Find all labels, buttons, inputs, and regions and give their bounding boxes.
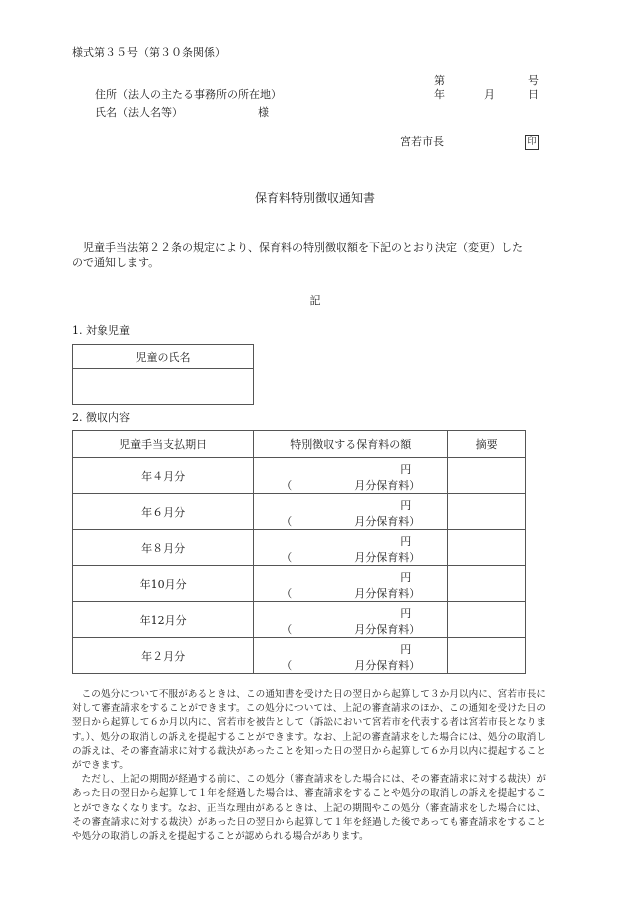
paren-open: （: [281, 515, 293, 528]
yen-label: 円: [400, 643, 412, 656]
header-remarks: 摘要: [448, 431, 526, 458]
go-label: 号: [528, 74, 539, 87]
yen-label: 円: [400, 607, 412, 620]
yen-label: 円: [400, 463, 412, 476]
month-fee-label: 月分保育料）: [354, 551, 421, 564]
amount-cell: [254, 602, 448, 638]
year-label: 年: [434, 88, 445, 101]
remarks-cell: [448, 458, 526, 494]
period-cell: 年６月分: [73, 494, 254, 530]
section1-heading: 1. 対象児童: [72, 324, 130, 337]
appeal-notes: [72, 688, 546, 844]
paren-open: （: [281, 479, 293, 492]
dai-label: 第: [434, 74, 445, 87]
month-fee-label: 月分保育料）: [354, 515, 421, 528]
document-title: 保育料特別徴収通知書: [254, 191, 375, 205]
month-fee-label: 月分保育料）: [354, 479, 421, 492]
name-label: 氏名（法人名等）: [95, 106, 183, 119]
appeal-paragraph-2: ただし、上記の期間が経過する前に、この処分（審査請求をした場合には、その審査請求に対する裁決）があった日の翌日から起算して１年を経過した場合は、審査請求をすることや処分の取消しの訴えを提起することができなくなります。なお、正当な理由があるときは、上記の期間やこの処分（審査請求をした場合には、その審査請求に対する裁決）があった日の翌日から起算して１年を経過した後であっても審査請求をすることや処分の取消しの訴えを提起することが認められる場合があります。: [72, 774, 546, 843]
month-label: 月: [484, 88, 495, 101]
collection-header-row: [73, 431, 526, 458]
appeal-paragraph-1: この処分について不服があるときは、この通知書を受けた日の翌日から起算して３か月以内に、宮若市長に対して審査請求をすることができます。この処分については、上記の審査請求のほか、この通知を受けた日の翌日から起算して６か月以内に、宮若市を被告として（訴訟において宮若市を代表する者は宮若市長となります。）、処分の取消しの訴えを提起することができます。なお、上記の審査請求をした場合には、処分の取消しの訴えは、その審査請求に対する裁決があったことを知った日の翌日から起算して６か月以内に提起することができます。: [72, 689, 546, 772]
amount-cell: [254, 494, 448, 530]
yen-label: 円: [400, 535, 412, 548]
address-label: 住所（法人の主たる事務所の所在地）: [95, 88, 282, 101]
section2-heading: 2. 徴収内容: [72, 411, 130, 424]
amount-cell: [254, 458, 448, 494]
month-fee-label: 月分保育料）: [354, 587, 421, 600]
remarks-cell: [448, 602, 526, 638]
intro-line-1: 児童手当法第２２条の規定により、保育料の特別徴収額を下記のとおり決定（変更）した: [83, 241, 523, 254]
seal-mark: 印: [525, 135, 539, 150]
remarks-cell: [448, 530, 526, 566]
intro-line-2: ので通知します。: [72, 256, 160, 269]
ki-heading: 記: [309, 294, 321, 307]
table-row: [73, 458, 526, 494]
child-name-cell: [73, 369, 254, 405]
yen-label: 円: [400, 499, 412, 512]
yen-label: 円: [400, 571, 412, 584]
amount-cell: [254, 530, 448, 566]
header-amount: 特別徴収する保育料の額: [254, 431, 448, 458]
table-row: [73, 530, 526, 566]
day-label: 日: [528, 88, 539, 101]
amount-cell: [254, 638, 448, 674]
paren-open: （: [281, 659, 293, 672]
paren-open: （: [281, 551, 293, 564]
period-cell: 年８月分: [73, 530, 254, 566]
table-row: [73, 638, 526, 674]
child-name-table: [72, 344, 254, 405]
period-cell: 年２月分: [73, 638, 254, 674]
month-fee-label: 月分保育料）: [354, 659, 421, 672]
period-cell: 年12月分: [73, 602, 254, 638]
table-row: [73, 494, 526, 530]
sama-label: 様: [258, 106, 269, 119]
period-cell: 年４月分: [73, 458, 254, 494]
period-cell: 年10月分: [73, 566, 254, 602]
remarks-cell: [448, 638, 526, 674]
form-number: 様式第３５号（第３０条関係）: [72, 46, 226, 59]
table-row: [73, 566, 526, 602]
child-name-header: 児童の氏名: [73, 345, 254, 369]
paren-open: （: [281, 587, 293, 600]
month-fee-label: 月分保育料）: [354, 623, 421, 636]
collection-table: [72, 430, 526, 674]
header-payment-date: 児童手当支払期日: [73, 431, 254, 458]
table-row: [73, 602, 526, 638]
remarks-cell: [448, 494, 526, 530]
amount-cell: [254, 566, 448, 602]
issuer: 宮若市長: [400, 135, 444, 148]
paren-open: （: [281, 623, 293, 636]
remarks-cell: [448, 566, 526, 602]
